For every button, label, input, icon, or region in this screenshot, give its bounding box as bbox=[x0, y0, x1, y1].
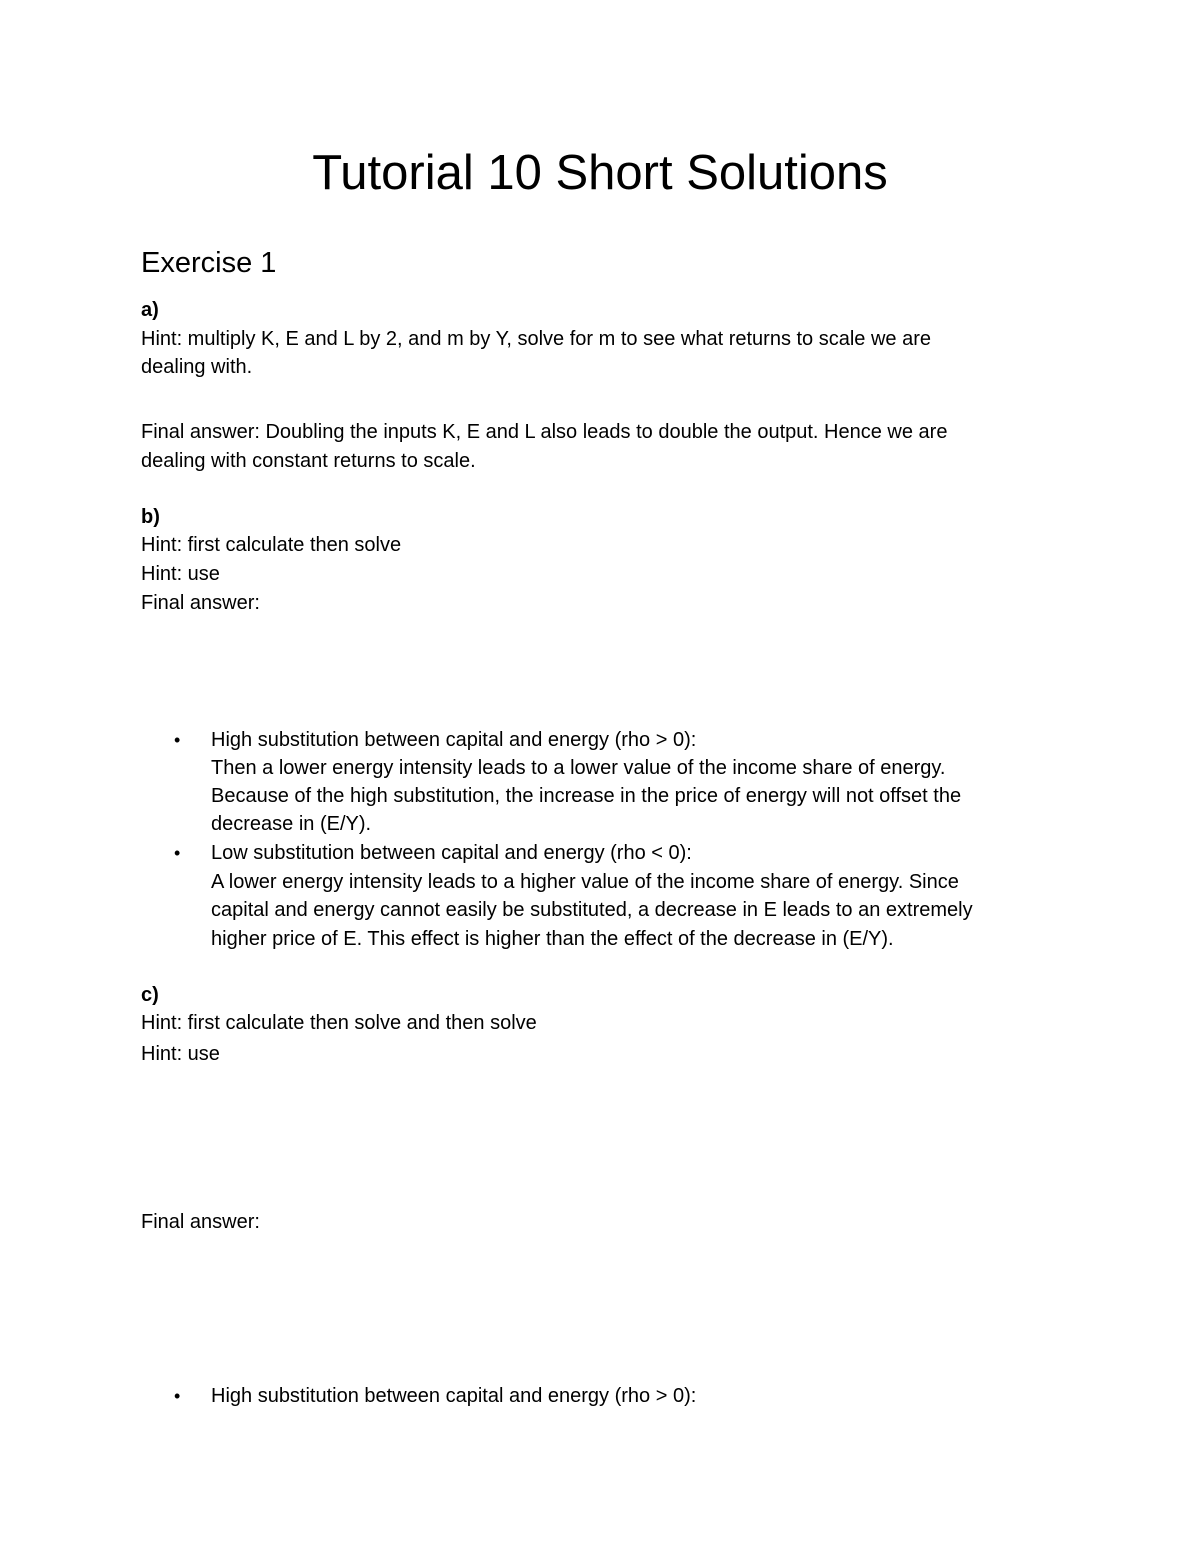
part-a-hint-line: Hint: multiply K, E and L by 2, and m by Y, solve for m to see what returns to scale we are bbox=[141, 328, 932, 350]
bullet-marker: • bbox=[174, 843, 181, 863]
bullet-marker: • bbox=[174, 730, 181, 750]
part-b-final-answer-label: Final answer: bbox=[141, 592, 260, 614]
part-a-label: a) bbox=[141, 299, 159, 321]
part-c-hint: Hint: use bbox=[141, 1043, 220, 1065]
bullet-line: Low substitution between capital and energy (rho < 0): bbox=[211, 842, 692, 864]
bullet-line: Because of the high substitution, the increase in the price of energy will not offset the bbox=[211, 785, 962, 807]
bullet-line: High substitution between capital and energy (rho > 0): bbox=[211, 729, 697, 751]
part-a-answer-line: Final answer: Doubling the inputs K, E and L also leads to double the output. Hence we are bbox=[141, 421, 948, 443]
part-b-label: b) bbox=[141, 506, 160, 528]
part-c-final-answer-label: Final answer: bbox=[141, 1211, 260, 1233]
exercise-heading: Exercise 1 bbox=[141, 247, 277, 279]
document-title: Tutorial 10 Short Solutions bbox=[312, 146, 888, 200]
bullet-line: capital and energy cannot easily be substituted, a decrease in E leads to an extremely bbox=[211, 899, 973, 921]
part-c-hint: Hint: first calculate then solve and then solve bbox=[141, 1012, 537, 1034]
part-a-answer-line: dealing with constant returns to scale. bbox=[141, 450, 476, 472]
bullet-line: High substitution between capital and energy (rho > 0): bbox=[211, 1385, 697, 1407]
part-b-hint: Hint: use bbox=[141, 563, 220, 585]
bullet-line: higher price of E. This effect is higher than the effect of the decrease in (E/Y). bbox=[211, 928, 894, 950]
bullet-line: Then a lower energy intensity leads to a lower value of the income share of energy. bbox=[211, 757, 946, 779]
bullet-marker: • bbox=[174, 1386, 181, 1406]
part-a-hint-line: dealing with. bbox=[141, 356, 253, 378]
part-b-hint: Hint: first calculate then solve bbox=[141, 534, 402, 556]
bullet-line: decrease in (E/Y). bbox=[211, 813, 372, 835]
part-c-label: c) bbox=[141, 984, 159, 1006]
bullet-line: A lower energy intensity leads to a higher value of the income share of energy. Since bbox=[211, 871, 959, 893]
